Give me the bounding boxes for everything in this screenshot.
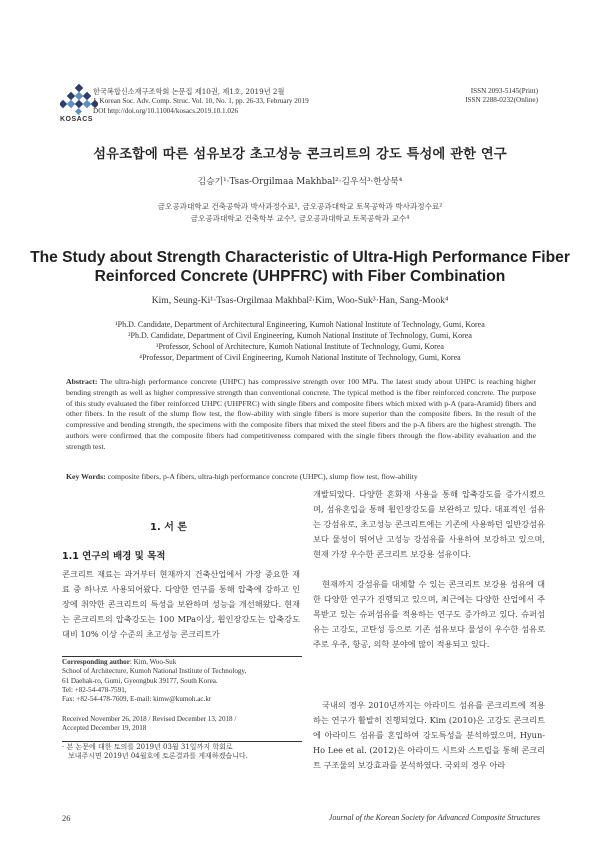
title-english-line1: The Study about Strength Characteristic of Ultra-High Performance Fiber	[30, 249, 570, 266]
abstract-label: Abstract:	[66, 377, 98, 386]
affiliation-korean-2: 금오공과대학교 건축학부 교수³, 금오공과대학교 토목공학과 교수⁴	[190, 214, 410, 223]
doi-line: DOI http://doi.org/10.11004/kosacs.2019.10.1.026	[93, 107, 239, 115]
discussion-note-line-1: · 본 논문에 대한 토의를 2019년 03월 31일까지 학회로	[62, 743, 233, 751]
received-dates	[62, 715, 302, 734]
journal-footer: Journal of the Korean Society for Advanced Composite Structures	[328, 813, 540, 822]
subsection-heading-background: 1.1 연구의 배경 및 목적	[62, 551, 166, 562]
discussion-note	[62, 743, 302, 761]
note-divider	[62, 741, 302, 742]
section-heading-introduction: 1. 서 론	[150, 522, 188, 533]
corresponding-tel: Tel: +82-54-478-7591,	[62, 685, 127, 694]
affiliation-english-3: ³Professor, School of Architecture, Kumoh National Institute of Technology, Gumi, Korea	[156, 342, 444, 351]
corresponding-fax-email: Fax: +82-54-478-7609, E-mail: kimw@kumoh.ac.kr	[62, 695, 212, 704]
issn-online: ISSN 2288-0232(Online)	[465, 96, 538, 104]
discussion-note-line-2: 보내주시면 2019년 04월호에 토론결과를 게재하겠습니다.	[68, 752, 248, 760]
title-english-line2: Reinforced Concrete (UHPFRC) with Fiber Combination	[94, 268, 506, 285]
footnote-divider	[62, 656, 302, 657]
authors-korean: 김승기¹·Tsas-Orgilmaa Makhbal²·김우석³·한상묵⁴	[197, 177, 403, 187]
keywords-label: Key Words:	[66, 472, 106, 481]
corresponding-name: : Kim, Woo-Suk	[129, 658, 177, 666]
affiliation-korean-1: 금오공과대학교 건축공학과 박사과정수료¹, 금오공과대학교 토목공학과 박사과정수료²	[157, 202, 443, 211]
right-column-paragraph-3: 국내의 경우 2010년까지는 아라미드 섬유를 콘크리트에 적용하는 연구가 활발히 진행되었다. Kim (2010)은 고강도 콘크리트에 아라미드 섬유를 혼입하여 강도특성을 분석하였으며, Hyun-Ho Lee et al. (2012)은 아라미드 시트와 스트립을 통해 콘크리트 구조물의 보강효과를 분석하였다. 국외의 경우 아라	[313, 700, 545, 770]
affiliation-english-4: ⁴Professor, Department of Civil Engineering, Kumoh National Institute of Technology, Gumi, Korea	[139, 353, 461, 362]
journal-header-kr: 한국복합신소재구조학회 논문집 제10권, 제1호, 2019년 2월	[93, 87, 285, 96]
affiliation-english-2: ²Ph.D. Candidate, Department of Civil Engineering, Kumoh National Institute of Technology, Gumi, Korea	[128, 331, 472, 340]
corresponding-address-1: School of Architecture, Kumoh National Institute of Technology,	[62, 667, 247, 676]
keywords-text: composite fibers, p-A fibers, ultra-high performance concrete (UHPC), slump flow test, flow-ability	[107, 472, 418, 481]
abstract-text: The ultra-high performance concrete (UHPC) has compressive strength over 100 MPa. The latest study about UHPC is reaching higher bending strength as well as higher compressive strength than conventional concrete. The typical method is the fiber reinforced concrete. The purpose of this study evaluated the fiber reinforced UHPC (UHPFRC) with single fibers and composite fibers which mixed with p-A (para-Aramid) fibers and other fibers. In the result of the slump flow test, the flow-ability with single fibers is more superior than the composite fibers. In the result of the compressive and bending strength, the specimens with the composite fibers that mixed the steel fibers and the p-A fibers are the highest strength. The authors were confirmed that the composite fibers had competitiveness compared with the single fibers through the flow-ability evaluation and the strength test.	[66, 377, 536, 451]
page-number: 26	[62, 813, 71, 823]
authors-english: Kim, Seung-Ki¹·Tsas-Orgilmaa Makhbal²·Kim, Woo-Suk³·Han, Sang-Mook⁴	[151, 295, 449, 306]
keywords	[66, 472, 536, 482]
abstract	[66, 377, 536, 453]
received-line-1: Received November 26, 2018 / Revised December 13, 2018 /	[62, 715, 237, 723]
right-column-paragraph-2: 현재까지 강섬유를 대체할 수 있는 콘크리트 보강용 섬유에 대한 다양한 연구가 진행되고 있으며, 최근에는 다양한 산업에서 주목받고 있는 슈퍼섬유를 적용하는 연구도 증가하고 있다. 슈퍼섬유는 고강도, 고탄성 등으로 기존 섬유보다 물성이 우수한 섬유로 주로 우주, 항공, 의학 분야에 많이 적용되고 있다.	[313, 579, 545, 649]
logo-wordmark: KOSACS	[60, 116, 93, 123]
corresponding-label: Corresponding author	[62, 658, 130, 666]
title-english	[0, 248, 600, 286]
received-line-2: Accepted December 19, 2018	[62, 724, 147, 733]
left-column-paragraph: 콘크리트 재료는 과거부터 현재까지 건축산업에서 가장 중요한 재료 중 하나로 사용되어왔다. 다양한 연구를 통해 압축에 강하고 인장에 취약한 콘크리트의 특성을 보완하며 성능을 개선해왔다. 현재는 콘크리트의 압축강도는 100 MPa이상, 휨인장강도는 압축강도 대비 10% 이상 수준의 초고성능 콘크리트가	[62, 569, 300, 639]
title-korean: 섬유조합에 따른 섬유보강 초고성능 콘크리트의 강도 특성에 관한 연구	[93, 147, 507, 162]
affiliation-english-1: ¹Ph.D. Candidate, Department of Architectural Engineering, Kumoh National Institute of Technology, Gumi, Korea	[115, 320, 485, 329]
corresponding-address-2: 61 Daehak-ro, Gumi, Gyeongbuk 39177, South Korea.	[62, 676, 218, 685]
issn-print: ISSN 2093-5145(Print)	[470, 87, 538, 95]
journal-header-en: J. Korean Soc. Adv. Comp. Struc. Vol. 10, No. 1, pp. 26-33, February 2019	[93, 97, 309, 105]
right-column-paragraph-1: 개발되었다. 다양한 혼화재 사용을 통해 압축강도를 증가시켰으며, 섬유혼입을 통해 휨인장강도를 보완하고 있다. 대표적인 섬유는 강섬유로, 초고성능 콘크리트에는 기존에 사용하던 일반강섬유보다 물성이 뛰어난 고성능 강섬유를 사용하여 보강하고 있으며, 현재 가장 우수한 콘크리트 보강용 섬유이다.	[313, 489, 545, 559]
corresponding-author-block	[62, 658, 302, 704]
